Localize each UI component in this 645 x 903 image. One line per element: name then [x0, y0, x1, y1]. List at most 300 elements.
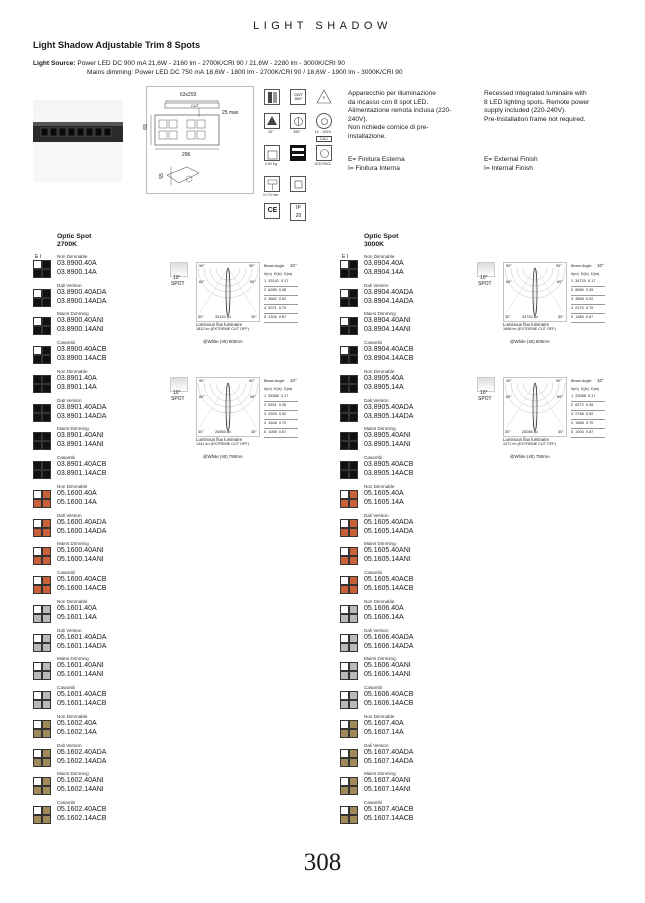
photometric-row: 5 1389 0.87 [571, 315, 594, 319]
finish-swatch-external [33, 317, 42, 326]
polar-diagram [503, 377, 567, 437]
tilt-angle-icon [264, 113, 280, 129]
photometric-block [170, 262, 297, 352]
finish-swatch-internal [349, 346, 358, 355]
finish-swatch-external [33, 384, 42, 393]
row-divider [264, 401, 298, 402]
product-title: Light Shadow Adjustable Trim 8 Spots [33, 40, 201, 50]
finish-swatch-external [33, 786, 42, 795]
tilt-angle-label: 30° [268, 130, 274, 134]
version-label: Mains Dimming [57, 541, 89, 546]
finish-swatch-internal [349, 528, 358, 537]
table-header: h(m) E(lx) D(m) [264, 387, 293, 391]
finish-swatch-internal [349, 317, 358, 326]
finish-swatch-external [340, 375, 349, 384]
finish-swatch-internal [349, 662, 358, 671]
finish-swatch-internal [349, 786, 358, 795]
finish-swatch-external [340, 289, 349, 298]
weight-icon [264, 145, 280, 161]
polar-label-90-left: 90° [506, 264, 512, 268]
finish-swatch-internal [42, 528, 51, 537]
finish-swatch-internal [42, 729, 51, 738]
product-code: 03.8904.40A [364, 260, 404, 267]
finish-swatch-internal [349, 470, 358, 479]
f-mark-icon: F [316, 89, 332, 105]
light-source-line-2: Mains dimming: Power LED DC 750 mA 18,6W - 1800 lm - 2700K/CRI 90 / 18,6W - 1900 lm - 3000K/CRI 90 [87, 69, 403, 76]
rotation-label: 355° [293, 130, 301, 134]
finish-swatch-external [33, 806, 42, 815]
finish-swatch-external [33, 413, 42, 422]
product-code: 05.1601.40A [57, 605, 97, 612]
finish-swatch-internal [42, 585, 51, 594]
product-code: 03.8905.40A [364, 375, 404, 382]
finish-swatch-external [33, 585, 42, 594]
version-label: Mains Dimming [364, 771, 396, 776]
finish-swatch-internal [42, 298, 51, 307]
finish-swatch-internal [42, 461, 51, 470]
weight-label: 0,90 Kg [264, 162, 278, 166]
product-code: 03.8904.14ADA [364, 297, 414, 305]
finish-swatch-external [33, 404, 42, 413]
product-code: 05.1600.40ADA [57, 518, 107, 526]
finish-swatch-internal [42, 662, 51, 671]
product-code: 05.1602.40A [57, 720, 97, 727]
version-label: Casambi [364, 569, 383, 575]
decree-logo-icon [290, 145, 306, 161]
finish-swatch-internal [42, 384, 51, 393]
finish-swatch-external [340, 806, 349, 815]
version-label: Mains Dimming [57, 771, 89, 776]
row-divider [264, 428, 298, 429]
row-divider [571, 322, 605, 323]
finish-swatch-external [340, 490, 349, 499]
finish-swatch-external [33, 499, 42, 508]
product-code: 05.1601.14ANI [57, 671, 104, 678]
ip-rating-icon: IP 20 [290, 203, 306, 221]
row-divider [571, 304, 605, 305]
polar-label-90-right: 90° [249, 379, 255, 383]
finish-swatch-external [340, 317, 349, 326]
finish-swatch-internal [42, 519, 51, 528]
product-code: 05.1607.40ADA [364, 748, 414, 756]
max-candela: 34720 cd [522, 315, 538, 319]
finish-swatch-external [340, 326, 349, 335]
finish-swatch-external [33, 777, 42, 786]
optic-cct: 3000K [364, 241, 385, 248]
polar-label-90-right: 90° [249, 264, 255, 268]
product-code: 03.8900.14ANI [57, 326, 104, 333]
finish-swatch-external [33, 260, 42, 269]
product-code: 05.1606.14ACB [364, 699, 414, 707]
page-number: 308 [303, 849, 342, 876]
rating-note: @White (40) 900mA [203, 339, 243, 344]
finish-swatch-internal [349, 749, 358, 758]
polar-label-60-right: 60° [250, 395, 256, 399]
max-candela: 33142 cd [215, 315, 231, 319]
photometric-row: 4 1568 0.70 [571, 421, 594, 425]
led-pack-icon [316, 145, 332, 161]
photometric-row: 2 8285 0.35 [264, 288, 287, 292]
finish-swatch-external [33, 605, 42, 614]
finish-swatch-internal [349, 777, 358, 786]
product-code: 05.1600.40ACB [57, 575, 107, 583]
version-label: Casambi [364, 684, 383, 690]
luminous-flux-value: 1441 lm (EXTREME CUT OFF) [196, 442, 249, 446]
finish-swatch-external [33, 355, 42, 364]
finish-swatch-external [340, 614, 349, 623]
product-code: 05.1607.14ADA [364, 757, 414, 765]
beam-angle-value: 10° [597, 378, 604, 383]
finish-swatch-external [340, 547, 349, 556]
finish-swatch-internal [42, 346, 51, 355]
finish-swatch-external [340, 346, 349, 355]
product-code: 03.8904.40ADA [364, 288, 414, 296]
photometric-block [477, 262, 604, 352]
product-code: 05.1607.40A [364, 720, 404, 727]
product-code: 05.1601.40ACB [57, 690, 107, 698]
polar-label-30-left: 30° [198, 430, 204, 434]
optic-heading [364, 233, 398, 249]
finish-swatch-external [33, 269, 42, 278]
finish-swatch-external [340, 404, 349, 413]
photometric-row: 5 1004 0.87 [571, 430, 594, 434]
finish-swatch-external [340, 671, 349, 680]
spot-label: SPOT [171, 281, 185, 287]
description-it: Apparecchio per illuminazione da incasso con 8 spot LED. Alimentazione remota inclusa (220- 240V). Non richiede cornice di pre- installazione. [348, 90, 452, 140]
polar-label-90-left: 90° [199, 379, 205, 383]
version-label: Casambi [364, 339, 383, 345]
spot-angle: 10° [173, 390, 181, 396]
finish-swatch-external [33, 470, 42, 479]
beam-angle-value: 10° [597, 263, 604, 268]
finish-swatch-external [340, 269, 349, 278]
finish-swatch-internal [42, 490, 51, 499]
luminous-flux-label: Luminous flux luminaire [503, 322, 550, 327]
brand-title: LIGHT SHADOW [253, 20, 392, 32]
spot-angle: 10° [480, 275, 488, 281]
product-code: 05.1605.14ADA [364, 527, 414, 535]
optic-name: Optic Spot [57, 233, 92, 240]
min-distance-icon [264, 176, 280, 192]
version-label: Non Dimmable [57, 369, 88, 374]
photometric-block [477, 377, 604, 467]
optic-heading [57, 233, 91, 249]
finish-swatch-internal [349, 355, 358, 364]
finish-swatch-internal [42, 432, 51, 441]
product-code: 05.1606.14A [364, 614, 404, 621]
finish-swatch-internal [42, 375, 51, 384]
finish-swatch-internal [42, 576, 51, 585]
luminous-flux-value: 1812 lm (EXTREME CUT OFF) [196, 327, 249, 331]
finish-swatch-external [340, 605, 349, 614]
row-divider [264, 410, 298, 411]
finish-swatch-internal [349, 556, 358, 565]
product-code: 03.8904.14ACB [364, 354, 414, 362]
product-code: 05.1605.14ANI [364, 556, 411, 563]
row-divider [264, 419, 298, 420]
dimension-drawing [147, 87, 255, 195]
version-label: Casambi [364, 799, 383, 805]
finish-legend-it: E= Finitura Esterna I= Finitura Interna [348, 156, 405, 172]
finish-swatch-internal [349, 806, 358, 815]
finish-swatch-internal [42, 605, 51, 614]
finish-swatch-internal [349, 605, 358, 614]
finish-swatch-external [33, 346, 42, 355]
polar-label-30-left: 30° [505, 430, 511, 434]
version-label: Mains Dimming [364, 426, 396, 431]
product-code: 05.1606.40ANI [364, 662, 411, 669]
finish-swatch-external [33, 643, 42, 652]
version-label: Dali Version [364, 742, 389, 748]
luminaire-image [33, 100, 123, 190]
version-label: Casambi [57, 684, 76, 690]
finish-swatch-internal [349, 634, 358, 643]
finish-swatch-internal [42, 749, 51, 758]
product-code: 05.1605.40ADA [364, 518, 414, 526]
finish-swatch-internal [42, 614, 51, 623]
version-label: Dali Version [364, 627, 389, 633]
polar-label-60-right: 60° [557, 280, 563, 284]
product-code: 03.8904.14ANI [364, 326, 411, 333]
description-en: Recessed integrated luminaire with 8 LED lighting spots. Remote power supply included (220-240V). Pre-Installation frame not required. [484, 90, 590, 123]
finish-swatch-internal [349, 700, 358, 709]
version-label: Non Dimmable [364, 369, 395, 374]
product-code: 03.8900.40ACB [57, 345, 107, 353]
finish-swatch-internal [349, 729, 358, 738]
rating-note: @White (40) 750mA [203, 454, 243, 459]
row-divider [571, 428, 605, 429]
finish-swatch-internal [42, 355, 51, 364]
downlight-icon [264, 89, 280, 105]
finish-swatch-internal [42, 289, 51, 298]
product-code: 05.1600.14A [57, 499, 97, 506]
spot-angle: 10° [173, 275, 181, 281]
finish-swatch-external [33, 749, 42, 758]
max-candela: 26365 cd [215, 430, 231, 434]
product-code: 05.1602.40ANI [57, 777, 104, 784]
polar-diagram [503, 262, 567, 322]
finish-swatch-external [33, 461, 42, 470]
row-divider [264, 304, 298, 305]
ce-mark-icon: CE [264, 203, 280, 219]
version-label: Dali Version [57, 512, 82, 518]
photometric-row: 3 3858 0.52 [571, 297, 594, 301]
product-code: 05.1607.40ANI [364, 777, 411, 784]
luminous-flux-label: Luminous flux luminaire [196, 437, 243, 442]
finish-swatch-internal [42, 317, 51, 326]
product-code: 03.8900.14ADA [57, 297, 107, 305]
version-label: Non Dimmable [364, 599, 395, 604]
rating-note: @White (40) 900mA [510, 339, 550, 344]
polar-label-60-left: 60° [506, 395, 512, 399]
product-code: 03.8905.14ACB [364, 469, 414, 477]
product-code: 03.8900.14ACB [57, 354, 107, 362]
polar-label-60-right: 60° [557, 395, 563, 399]
product-code: 05.1605.40ANI [364, 547, 411, 554]
finish-swatch-internal [349, 614, 358, 623]
finish-swatch-internal [42, 671, 51, 680]
dimming-icon [316, 113, 332, 129]
polar-label-60-left: 60° [199, 280, 205, 284]
finish-swatch-internal [349, 499, 358, 508]
polar-diagram [196, 262, 260, 322]
finish-swatch-internal [349, 643, 358, 652]
finish-swatch-external [33, 758, 42, 767]
finish-swatch-internal [42, 806, 51, 815]
finish-swatch-external [340, 729, 349, 738]
product-code: 03.8904.40ACB [364, 345, 414, 353]
row-divider [264, 322, 298, 323]
polar-diagram [196, 377, 260, 437]
finish-swatch-external [33, 700, 42, 709]
finish-swatch-internal [42, 777, 51, 786]
product-code: 05.1606.40ACB [364, 690, 414, 698]
finish-swatch-external [33, 576, 42, 585]
min-distance-label: h=75 min [263, 193, 279, 197]
row-divider [571, 286, 605, 287]
finish-swatch-internal [349, 758, 358, 767]
luminous-flux-value: 1898 lm (EXTREME CUT OFF) [503, 327, 556, 331]
product-code: 03.8904.14A [364, 269, 404, 276]
version-label: Casambi [57, 799, 76, 805]
finish-swatch-external [33, 528, 42, 537]
row-divider [571, 313, 605, 314]
product-code: 03.8905.40ACB [364, 460, 414, 468]
luminous-flux-label: Luminous flux luminaire [196, 322, 243, 327]
dim-cut: CUT [191, 104, 199, 108]
product-code: 03.8901.40ANI [57, 432, 104, 439]
photometric-row: 2 6591 0.35 [264, 403, 287, 407]
spot-angle: 10° [480, 390, 488, 396]
product-code: 03.8900.40A [57, 260, 97, 267]
row-divider [571, 437, 605, 438]
finish-swatch-internal [349, 298, 358, 307]
photometric-row: 3 2788 0.52 [571, 412, 594, 416]
product-code: 03.8901.40ACB [57, 460, 107, 468]
optic-name: Optic Spot [364, 233, 399, 240]
version-label: Mains Dimming [57, 656, 89, 661]
product-code: 05.1601.40ADA [57, 633, 107, 641]
product-code: 05.1602.14A [57, 729, 97, 736]
product-code: 05.1606.40ADA [364, 633, 414, 641]
beam-angle-value: 10° [290, 378, 297, 383]
finish-swatch-internal [42, 269, 51, 278]
finish-swatch-internal [42, 441, 51, 450]
beam-angle-label: Beam Angle [264, 264, 285, 268]
version-label: Non Dimmable [57, 254, 88, 259]
finish-swatch-external [340, 700, 349, 709]
finish-swatch-external [340, 786, 349, 795]
polar-label-90-right: 90° [556, 379, 562, 383]
product-code: 05.1602.40ADA [57, 748, 107, 756]
finish-swatch-internal [349, 547, 358, 556]
finish-swatch-internal [42, 556, 51, 565]
version-label: Mains Dimming [364, 656, 396, 661]
product-code: 05.1607.40ACB [364, 805, 414, 813]
photometric-row: 2 8680 0.35 [571, 288, 594, 292]
product-code: 05.1601.14ACB [57, 699, 107, 707]
finish-swatch-internal [349, 585, 358, 594]
spot-label: SPOT [478, 281, 492, 287]
finish-swatch-external [340, 720, 349, 729]
photometric-row: 4 2170 0.70 [571, 306, 594, 310]
finish-swatch-external [33, 326, 42, 335]
dim-width: 296 [182, 152, 191, 158]
product-code: 05.1607.14ANI [364, 786, 411, 793]
version-label: Mains Dimming [57, 426, 89, 431]
version-label: Non Dimmable [57, 599, 88, 604]
photometric-row: 4 2071 0.70 [264, 306, 287, 310]
finish-swatch-external [33, 556, 42, 565]
finish-swatch-internal [42, 413, 51, 422]
finish-swatch-external [33, 490, 42, 499]
finish-swatch-external [340, 384, 349, 393]
light-source-text-1: Power LED DC 900 mA 21,6W - 2160 lm - 2700K/CRI 90 / 21,6W - 2280 lm - 3000K/CRI 90 [77, 60, 345, 67]
finish-swatch-external [33, 815, 42, 824]
luminous-flux-value: 1371 lm (EXTREME CUT OFF) [503, 442, 556, 446]
finish-swatch-internal [42, 499, 51, 508]
polar-label-60-left: 60° [199, 395, 205, 399]
finish-swatch-internal [42, 758, 51, 767]
row-divider [571, 295, 605, 296]
version-label: Casambi [364, 454, 383, 460]
dim-height: 69 [142, 124, 149, 130]
finish-swatch-external [340, 758, 349, 767]
polar-label-60-right: 60° [250, 280, 256, 284]
row-divider [571, 410, 605, 411]
finish-swatch-internal [349, 441, 358, 450]
finish-swatch-internal [42, 691, 51, 700]
row-divider [264, 437, 298, 438]
polar-label-30-right: 30° [251, 315, 257, 319]
polar-label-60-left: 60° [506, 280, 512, 284]
rotation-icon [290, 113, 306, 129]
photometric-row: 1 34720 0.17 [571, 279, 596, 283]
spot-label: SPOT [478, 396, 492, 402]
dim-recess: 55 [158, 173, 165, 179]
finish-swatch-internal [349, 375, 358, 384]
finish-swatch-internal [42, 786, 51, 795]
row-divider [264, 313, 298, 314]
finish-swatch-external [33, 691, 42, 700]
product-code: 03.8901.14ANI [57, 441, 104, 448]
finish-swatch-external [340, 585, 349, 594]
product-code: 03.8905.14ANI [364, 441, 411, 448]
product-code: 03.8905.14ADA [364, 412, 414, 420]
finish-swatch-internal [349, 519, 358, 528]
photometric-row: 4 1648 0.70 [264, 421, 287, 425]
product-code: 05.1601.40ANI [57, 662, 104, 669]
finish-swatch-internal [349, 413, 358, 422]
product-code: 03.8901.14A [57, 384, 97, 391]
product-code: 03.8905.40ANI [364, 432, 411, 439]
polar-label-30-right: 30° [558, 430, 564, 434]
finish-column-header: E I [35, 254, 42, 260]
class-icon [290, 176, 306, 192]
finish-swatch-internal [349, 384, 358, 393]
version-label: Casambi [57, 454, 76, 460]
photometric-row: 2 6272 0.35 [571, 403, 594, 407]
polar-label-90-right: 90° [556, 264, 562, 268]
finish-swatch-external [33, 729, 42, 738]
finish-swatch-external [33, 289, 42, 298]
finish-swatch-internal [42, 643, 51, 652]
photometric-row: 1 25088 0.17 [571, 394, 596, 398]
finish-swatch-external [340, 662, 349, 671]
finish-swatch-internal [349, 404, 358, 413]
photometric-row: 3 3682 0.52 [264, 297, 287, 301]
luminous-flux-label: Luminous flux luminaire [503, 437, 550, 442]
